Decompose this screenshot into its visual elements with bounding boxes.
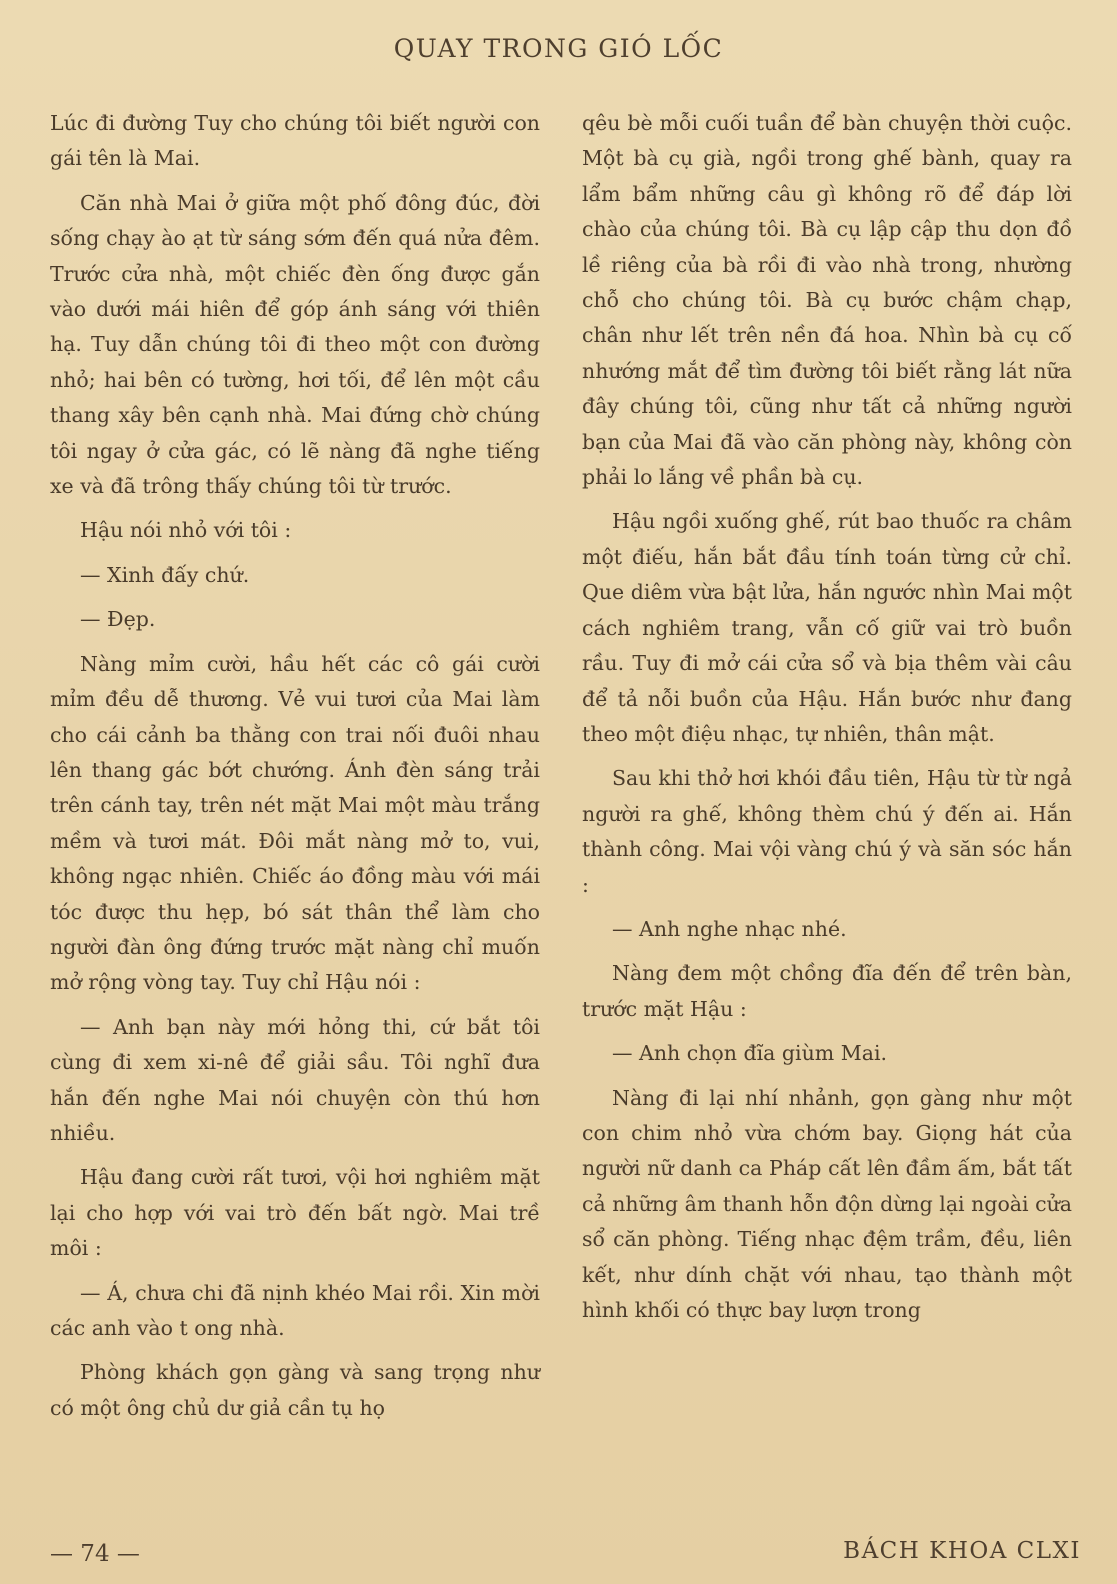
right-column: [582, 106, 1072, 1328]
dialogue-line: — Á, chưa chi đã nịnh khéo Mai rồi. Xin mời các anh vào t ong nhà.: [50, 1280, 540, 1340]
left-column: [50, 106, 540, 1426]
paragraph: Hậu ngồi xuống ghế, rút bao thuốc ra châm một điếu, hắn bắt đầu tính toán từng cử chỉ. Que diêm vừa bật lửa, hắn ngước nhìn Mai một cách nghiêm trang, vẫn cố giữ vai trò buồn rầu. Tuy đi mở cái cửa sổ và bịa thêm vài câu để tả nỗi buồn của Hậu. Hắn bước như đang theo một điệu nhạc, tự nhiên, thân mật.: [582, 509, 1072, 746]
publication-name: BÁCH KHOA CLXI: [843, 1538, 1081, 1564]
paragraph: Lúc đi đường Tuy cho chúng tôi biết người con gái tên là Mai.: [50, 111, 540, 171]
paragraph: Nàng đem một chồng đĩa đến để trên bàn, trước mặt Hậu :: [582, 961, 1072, 1021]
paragraph: Hậu nói nhỏ với tôi :: [80, 518, 292, 543]
paragraph: Phòng khách gọn gàng và sang trọng như có một ông chủ dư giả cần tụ họ: [50, 1360, 540, 1420]
paragraph: Căn nhà Mai ở giữa một phố đông đúc, đời sống chạy ào ạt từ sáng sớm đến quá nửa đêm. Trước cửa nhà, một chiếc đèn ống được gắn vào dưới mái hiên để góp ánh sáng với thiên hạ. Tuy dẫn chúng tôi đi theo một con đường nhỏ; hai bên có tường, hơi tối, để lên một cầu thang xây bên cạnh nhà. Mai đứng chờ chúng tôi ngay ở cửa gác, có lẽ nàng đã nghe tiếng xe và đã trông thấy chúng tôi từ trước.: [50, 190, 540, 499]
dialogue-line: — Anh chọn đĩa giùm Mai.: [612, 1041, 888, 1066]
paragraph: Hậu đang cười rất tươi, vội hơi nghiêm mặt lại cho hợp với vai trò đến bất ngờ. Mai trề môi :: [50, 1165, 540, 1261]
dialogue-line: — Anh bạn này mới hỏng thi, cứ bắt tôi cùng đi xem xi-nê để giải sầu. Tôi nghĩ đưa hắn đến nghe Mai nói chuyện còn thú hơn nhiều.: [50, 1014, 540, 1145]
page-header: QUAY TRONG GIÓ LỐC: [393, 34, 724, 63]
page-number: — 74 —: [50, 1541, 140, 1567]
paragraph: Sau khi thở hơi khói đầu tiên, Hậu từ từ ngả người ra ghế, không thèm chú ý đến ai. Hắn thành công. Mai vội vàng chú ý và săn sóc hắn :: [582, 766, 1072, 897]
dialogue-line: — Đẹp.: [80, 607, 156, 632]
dialogue-line: — Xinh đấy chứ.: [80, 562, 250, 587]
dialogue-line: — Anh nghe nhạc nhé.: [612, 916, 847, 941]
paragraph: qêu bè mỗi cuối tuần để bàn chuyện thời cuộc. Một bà cụ già, ngồi trong ghế bành, quay ra lẩm bẩm những câu gì không rõ để đáp lời chào của chúng tôi. Bà cụ lập cập thu dọn đồ lề riêng của bà rồi đi vào nhà trong, nhường chỗ cho chúng tôi. Bà cụ bước chậm chạp, chân như lết trên nền đá hoa. Nhìn bà cụ cố nhướng mắt để tìm đường tôi biết rằng lát nữa đây chúng tôi, cũng như tất cả những người bạn của Mai đã vào căn phòng này, không còn phải lo lắng về phần bà cụ.: [582, 111, 1072, 490]
paragraph: Nàng đi lại nhí nhảnh, gọn gàng như một con chim nhỏ vừa chớm bay. Giọng hát của người nữ danh ca Pháp cất lên đầm ấm, bắt tất cả những âm thanh hỗn độn dừng lại ngoài cửa sổ căn phòng. Tiếng nhạc đệm trầm, đều, liên kết, như dính chặt với nhau, tạo thành một hình khối có thực bay lượn trong: [582, 1085, 1072, 1322]
paragraph: Nàng mỉm cười, hầu hết các cô gái cười mỉm đều dễ thương. Vẻ vui tươi của Mai làm cho cái cảnh ba thằng con trai nối đuôi nhau lên thang gác bớt chướng. Ánh đèn sáng trải trên cánh tay, trên nét mặt Mai một màu trắng mềm và tươi mát. Đôi mắt nàng mở to, vui, không ngạc nhiên. Chiếc áo đồng màu với mái tóc được thu hẹp, bó sát thân thể làm cho người đàn ông đứng trước mặt nàng chỉ muốn mở rộng vòng tay. Tuy chỉ Hậu nói :: [50, 651, 540, 995]
